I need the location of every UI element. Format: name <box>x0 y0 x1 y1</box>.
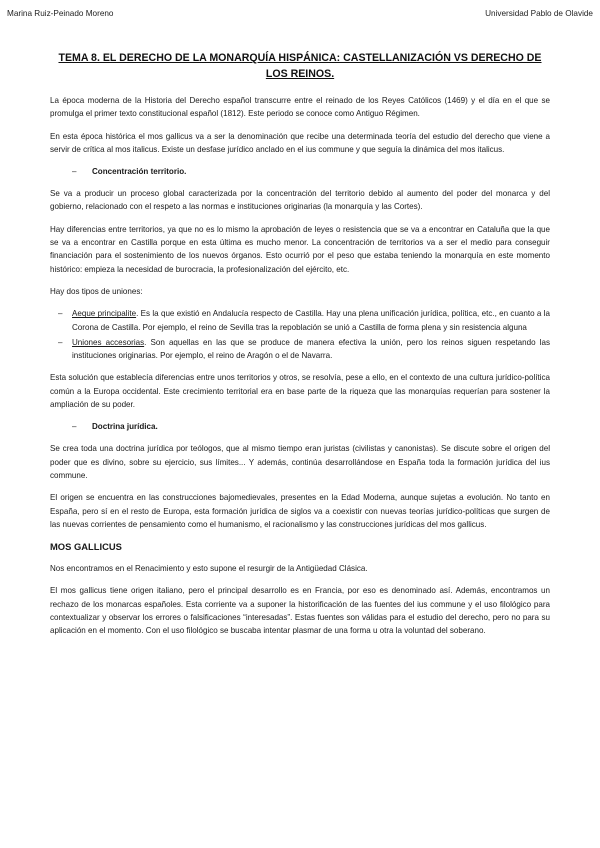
subheading-label: Concentración territorio. <box>92 167 187 177</box>
list-item <box>50 307 550 334</box>
document-body <box>50 50 550 647</box>
term-uniones-accesorias: Uniones accesorias <box>72 337 145 347</box>
paragraph-renacimiento: Nos encontramos en el Renacimiento y esto supone el resurgir de la Antigüedad Clásica. <box>50 564 368 574</box>
section-title-mos-gallicus: MOS GALLICUS <box>50 541 122 553</box>
dash-bullet: – <box>58 309 63 319</box>
document-title: TEMA 8. EL DERECHO DE LA MONARQUÍA HISPÁNICA: CASTELLANIZACIÓN VS DERECHO DE LOS REINOS. <box>58 52 542 80</box>
paragraph-mos-gallicus-origen: El mos gallicus tiene origen italiano, pero el principal desarrollo es en Francia, por eso es denominado así. Además, encontramos un rechazo de los monarcas españoles. Esta corriente va a suponer la historificación de las fuentes del ius commune y el uso filológico para contextualizar y observar los errores o falsificaciones “interesadas”. Estas fuentes son válidas para el estudio del derecho, pero no para su aplicación en el momento. Con el uso filológico se buscaba intentar plasmar de una forma u otra la voluntad del soberano. <box>50 586 550 636</box>
paragraph-concentracion: Se va a producir un proceso global caracterizada por la concentración del territorio debido al aumento del poder del monarca y del gobierno, relacionado con el respeto a las normas e instituciones originarias (la monarquía y las Cortes). <box>50 189 550 212</box>
university-name: Universidad Pablo de Olavide <box>485 9 593 18</box>
list-item <box>50 336 550 363</box>
paragraph-doctrina: Se crea toda una doctrina jurídica por teólogos, que al mismo tiempo eran juristas (civilistas y canonistas). Se discute sobre el origen del poder que es divino, sobre su ejercicio, sus límites... Y además, continúa desarrollándose en España toda la formación jurídica del ius commune. <box>50 444 550 480</box>
dash-bullet: – <box>72 167 77 177</box>
unions-list <box>50 307 550 362</box>
paragraph-origen: El origen se encuentra en las construcciones bajomedievales, presentes en la Edad Moderna, aunque sujetas a evolución. No tanto en España, pero sí en el resto de Europa, esta formación jurídica de siglos va a coexistir con nuevas teorías jurídico-políticas que surgen de las nuevas corrientes de pensamiento como el humanismo, el racionalismo y las construcciones jurídicas del mos gallicus. <box>50 493 550 529</box>
subheading-doctrina <box>72 420 550 433</box>
term-aeque-principalite: Aeque principalite <box>72 309 137 319</box>
paragraph-tipos-uniones: Hay dos tipos de uniones: <box>50 286 143 296</box>
author-name: Marina Ruiz-Peinado Moreno <box>7 9 114 18</box>
paragraph-diferencias: Hay diferencias entre territorios, ya que no es lo mismo la aprobación de leyes o resistencia que se va a encontrar en Cataluña que la que se va a encontrar en Castilla porque en esta última es mucho menor. La concentración de territorios va a ser el medio para conseguir financiación para el sostenimiento de los nuevos órganos. Esto ocurrió por el peso que estaba teniendo la monarquía en este momento histórico: empieza la necesidad de burocracia, la profesionalización del ejército, etc. <box>50 224 550 274</box>
list-item-text: . Es la que existió en Andalucía respecto de Castilla. Hay una plena unificación jurídica, política, etc., en cuanto a la Corona de Castilla. Por ejemplo, el reino de Sevilla tras la repoblación se unió a Castilla de forma plena y sin resistencia alguna <box>72 309 550 332</box>
page-header <box>7 9 593 18</box>
paragraph-intro: La época moderna de la Historia del Derecho español transcurre entre el reinado de los Reyes Católicos (1469) y el día en el que se promulga el primer texto constitucional español (1812). Este periodo se conoce como Antiguo Régimen. <box>50 96 550 119</box>
paragraph-solucion: Esta solución que establecía diferencias entre unos territorios y otros, se resolvía, pese a ello, en el contexto de una cultura jurídico-política común a la Europa occidental. Este crecimiento territorial era en base parte de la riqueza que las monarquías requerían para sostener la ampliación de su poder. <box>50 373 550 410</box>
dash-bullet: – <box>72 422 77 432</box>
subheading-concentracion <box>72 165 550 178</box>
dash-bullet: – <box>58 337 63 347</box>
subheading-label: Doctrina jurídica. <box>92 422 158 432</box>
paragraph-mos-gallicus-intro: En esta época histórica el mos gallicus va a ser la denominación que recibe una determinada teoría del estudio del derecho que viene a servir de crítica al mos italicus. Existe un desfase jurídico anclado en el ius commune y que seguía la dinámica del mos italicus. <box>50 131 550 154</box>
list-item-text: . Son aquellas en las que se produce de manera efectiva la unión, pero los reinos siguen respetando las instituciones originarias. Por ejemplo, el reino de Aragón o el de Navarra. <box>72 337 550 361</box>
